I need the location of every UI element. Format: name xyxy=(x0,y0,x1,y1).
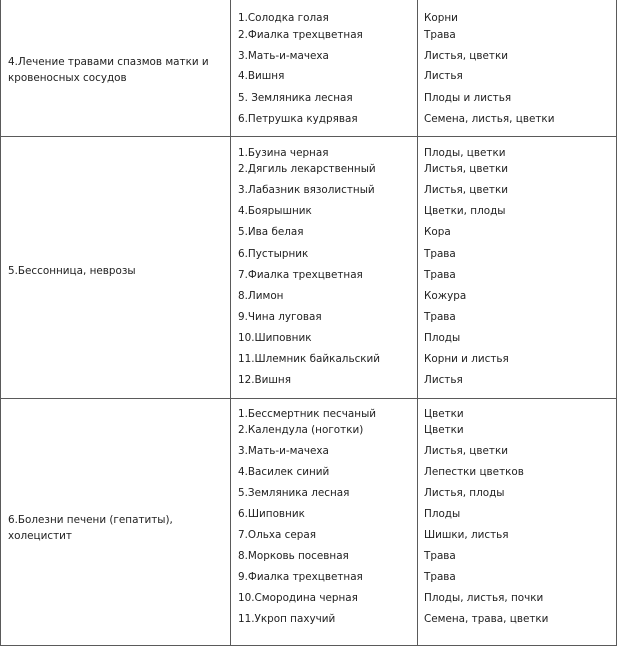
plant-part: Листья, цветки xyxy=(424,163,508,175)
plant-name: 8.Морковь посевная xyxy=(238,550,349,562)
plant-name: 8.Лимон xyxy=(238,290,284,302)
column-divider xyxy=(417,0,418,136)
plant-name: 10.Шиповник xyxy=(238,332,312,344)
plant-name: 7.Фиалка трехцветная xyxy=(238,269,363,281)
condition-label: 5.Бессонница, неврозы xyxy=(8,265,136,277)
plant-name: 4.Вишня xyxy=(238,70,285,82)
column-divider xyxy=(0,137,1,398)
plant-name: 1.Бузина черная xyxy=(238,147,329,159)
column-divider xyxy=(616,0,617,136)
plant-name: 11.Укроп пахучий xyxy=(238,613,336,625)
column-divider xyxy=(230,399,231,645)
plant-name: 1.Бессмертник песчаный xyxy=(238,408,377,420)
plant-name: 10.Смородина черная xyxy=(238,592,358,604)
plant-name: 3.Мать-и-мачеха xyxy=(238,50,329,62)
plant-part: Трава xyxy=(424,29,456,41)
plant-name: 4.Василек синий xyxy=(238,466,330,478)
plant-part: Плоды, цветки xyxy=(424,147,506,159)
table-group xyxy=(0,137,617,399)
plant-part: Трава xyxy=(424,311,456,323)
plant-name: 2.Календула (ноготки) xyxy=(238,424,364,436)
condition-label: 4.Лечение травами спазмов матки и кровеносных сосудов xyxy=(8,56,209,84)
plant-name: 5. Земляника лесная xyxy=(238,92,353,104)
column-divider xyxy=(417,399,418,645)
plant-part: Плоды xyxy=(424,508,461,520)
column-divider xyxy=(230,0,231,136)
condition-label: 6.Болезни печени (гепатиты), холецистит xyxy=(8,514,173,542)
plant-part: Листья, цветки xyxy=(424,184,508,196)
plant-name: 9.Фиалка трехцветная xyxy=(238,571,363,583)
plant-name: 3.Мать-и-мачеха xyxy=(238,445,329,457)
plant-name: 5.Ива белая xyxy=(238,226,304,238)
plant-part: Листья, цветки xyxy=(424,50,508,62)
plant-part: Трава xyxy=(424,269,456,281)
column-divider xyxy=(417,137,418,398)
column-divider xyxy=(616,399,617,645)
plant-part: Листья xyxy=(424,70,463,82)
column-divider xyxy=(0,399,1,645)
plant-part: Листья, цветки xyxy=(424,445,508,457)
plant-name: 1.Солодка голая xyxy=(238,12,329,24)
plant-part: Цветки xyxy=(424,408,464,420)
plant-name: 11.Шлемник байкальский xyxy=(238,353,381,365)
column-divider xyxy=(0,0,1,136)
plant-part: Корни xyxy=(424,12,458,24)
plant-name: 7.Ольха серая xyxy=(238,529,316,541)
plant-name: 2.Фиалка трехцветная xyxy=(238,29,363,41)
plant-name: 3.Лабазник вязолистный xyxy=(238,184,375,196)
plant-part: Кора xyxy=(424,226,451,238)
plant-part: Семена, трава, цветки xyxy=(424,613,549,625)
plant-part: Плоды и листья xyxy=(424,92,512,104)
plant-name: 2.Дягиль лекарственный xyxy=(238,163,376,175)
plant-part: Трава xyxy=(424,571,456,583)
plant-part: Кожура xyxy=(424,290,467,302)
plant-name: 6.Петрушка кудрявая xyxy=(238,113,358,125)
table-group xyxy=(0,0,617,137)
plant-name: 5.Земляника лесная xyxy=(238,487,350,499)
column-divider xyxy=(230,137,231,398)
plant-part: Цветки, плоды xyxy=(424,205,506,217)
plant-part: Шишки, листья xyxy=(424,529,509,541)
plant-part: Корни и листья xyxy=(424,353,509,365)
plant-part: Листья, плоды xyxy=(424,487,505,499)
plant-part: Плоды, листья, почки xyxy=(424,592,544,604)
plant-part: Цветки xyxy=(424,424,464,436)
plant-name: 9.Чина луговая xyxy=(238,311,322,323)
plant-name: 12.Вишня xyxy=(238,374,291,386)
plant-part: Семена, листья, цветки xyxy=(424,113,555,125)
table-group xyxy=(0,399,617,645)
plant-part: Листья xyxy=(424,374,463,386)
plant-part: Плоды xyxy=(424,332,461,344)
plant-part: Лепестки цветков xyxy=(424,466,524,478)
column-divider xyxy=(616,137,617,398)
plant-name: 6.Шиповник xyxy=(238,508,305,520)
plant-part: Трава xyxy=(424,248,456,260)
plant-part: Трава xyxy=(424,550,456,562)
plant-name: 6.Пустырник xyxy=(238,248,309,260)
plant-name: 4.Боярышник xyxy=(238,205,312,217)
